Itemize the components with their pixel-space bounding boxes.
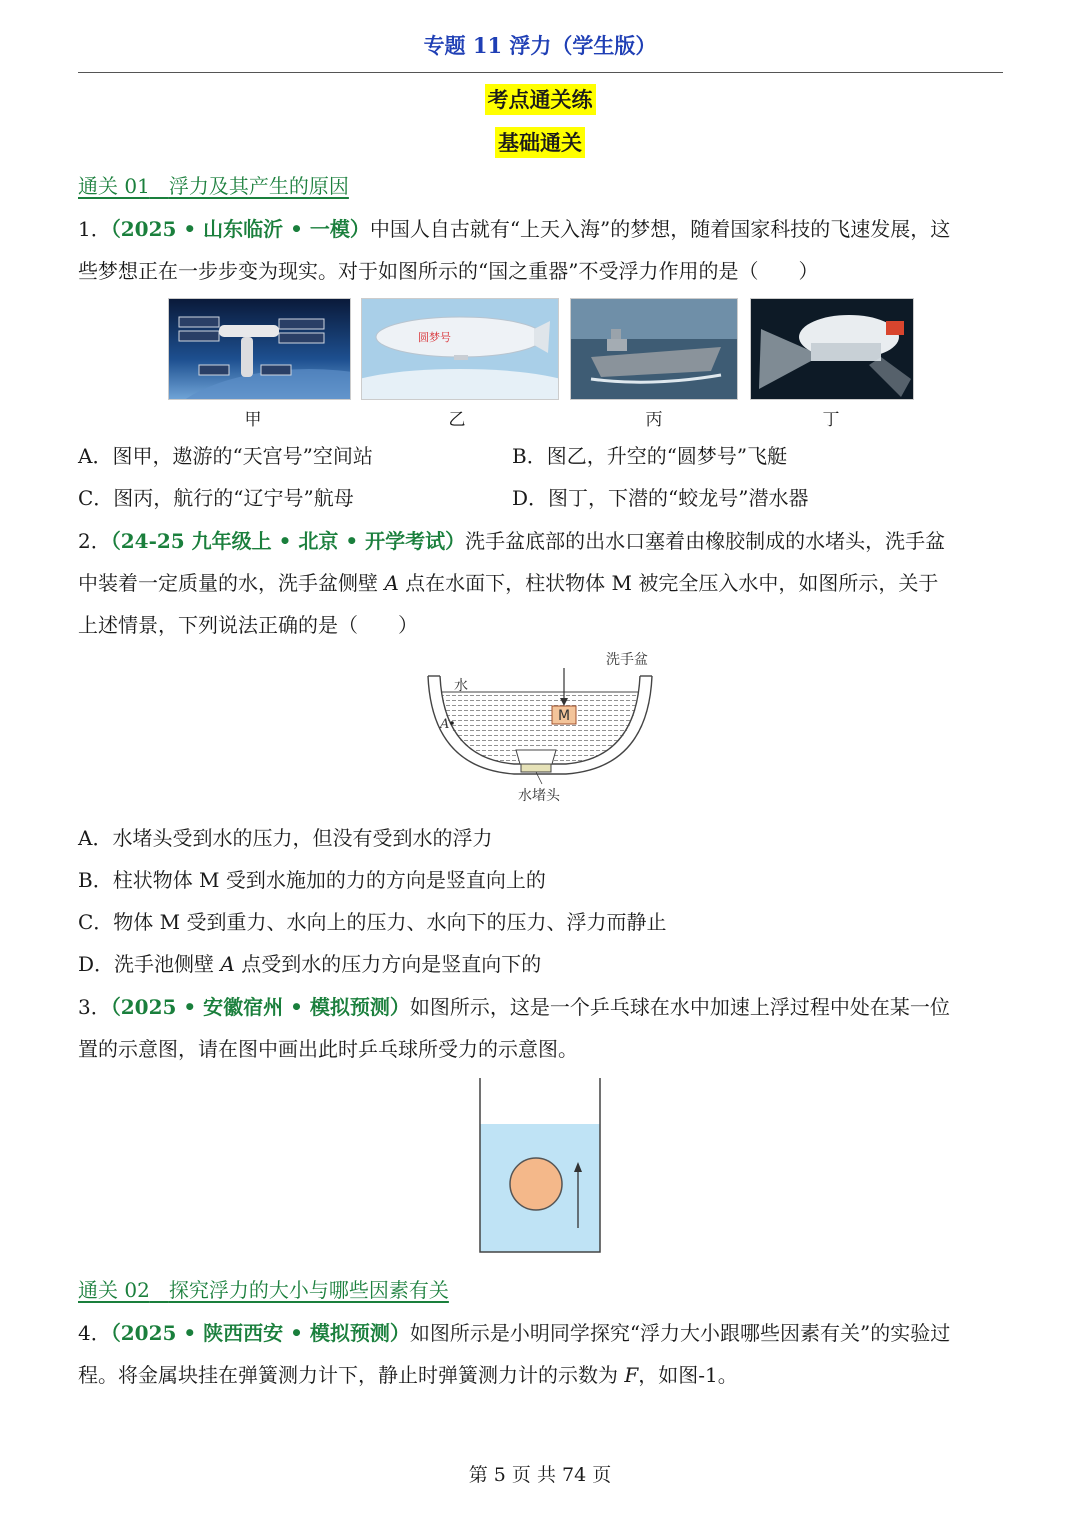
banner-practice: 考点通关练 bbox=[485, 84, 596, 115]
photo-airship bbox=[361, 298, 559, 400]
q2-line1 bbox=[78, 525, 945, 554]
water-label: 水 bbox=[454, 678, 468, 694]
section-02-num: 通关 02 bbox=[78, 1278, 150, 1302]
container-figure bbox=[478, 1078, 602, 1254]
q1-option-b: B．图乙，升空的“圆梦号”飞艇 bbox=[512, 444, 788, 468]
q4-line1 bbox=[78, 1317, 950, 1346]
q2-option-d-3: 点受到水的压力方向是竖直向下的 bbox=[234, 952, 542, 976]
q2-text2a: 中装着一定质量的水，洗手盆侧壁 bbox=[78, 571, 385, 595]
photo-label-ding: 丁 bbox=[822, 410, 840, 430]
q1-source: （2025 • 山东临沂 • 一模） bbox=[110, 217, 370, 241]
q4-text2a: 程。将金属块挂在弹簧测力计下，静止时弹簧测力计的示数为 bbox=[78, 1363, 625, 1387]
q3-number: 3． bbox=[78, 995, 111, 1019]
q4-number: 4． bbox=[78, 1321, 111, 1345]
q3-line1 bbox=[78, 991, 950, 1020]
photo-label-jia: 甲 bbox=[244, 410, 262, 430]
q2-option-d-1: D．洗手池侧壁 bbox=[78, 952, 221, 976]
basin-label: 洗手盆 bbox=[606, 652, 648, 668]
q2-line2 bbox=[78, 567, 938, 596]
q3-source: （2025 • 安徽宿州 • 模拟预测） bbox=[110, 995, 410, 1019]
q1-option-a: A．图甲，遨游的“天宫号”空间站 bbox=[78, 444, 373, 468]
q2-text2b: A bbox=[384, 571, 399, 595]
q2-number: 2． bbox=[78, 529, 111, 553]
q2-line3: 上述情景，下列说法正确的是（ ） bbox=[78, 613, 418, 637]
photo-aircraft-carrier bbox=[570, 298, 738, 400]
q4-text1: 如图所示是小明同学探究“浮力大小跟哪些因素有关”的实验过 bbox=[409, 1321, 951, 1345]
q2-option-c: C．物体 M 受到重力、水向上的压力、水向下的压力、浮力而静止 bbox=[78, 910, 667, 934]
q4-text2b: F bbox=[624, 1363, 639, 1387]
q1-line1 bbox=[78, 213, 950, 242]
q4-source: （2025 • 陕西西安 • 模拟预测） bbox=[110, 1321, 410, 1345]
photo-label-yi: 乙 bbox=[448, 410, 466, 430]
q3-line2: 置的示意图，请在图中画出此时乒乓球所受力的示意图。 bbox=[78, 1037, 578, 1061]
q2-option-d bbox=[78, 948, 541, 977]
section-01-title: 浮力及其产生的原因 bbox=[168, 174, 349, 198]
q1-option-d: D．图丁，下潜的“蛟龙号”潜水器 bbox=[512, 486, 809, 510]
photo-label-bing: 丙 bbox=[645, 410, 663, 430]
q2-option-a: A．水堵头受到水的压力，但没有受到水的浮力 bbox=[78, 826, 493, 850]
object-m-label: M bbox=[558, 708, 571, 724]
page-header-title: 专题 11 浮力（学生版） bbox=[423, 33, 657, 58]
section-01-num: 通关 01 bbox=[78, 174, 150, 198]
q2-option-d-2: A bbox=[220, 952, 235, 976]
q1-number: 1． bbox=[78, 217, 111, 241]
section-01-heading bbox=[78, 170, 349, 199]
ping-pong-ball bbox=[510, 1158, 562, 1210]
banner-basic: 基础通关 bbox=[495, 127, 585, 158]
q2-text1: 洗手盆底部的出水口塞着由橡胶制成的水堵头，洗手盆 bbox=[465, 529, 946, 553]
section-02-title: 探究浮力的大小与哪些因素有关 bbox=[168, 1278, 449, 1302]
page-footer: 第 5 页 共 74 页 bbox=[468, 1464, 612, 1486]
q2-text2c: 点在水面下，柱状物体 M 被完全压入水中，如图所示，关于 bbox=[398, 571, 939, 595]
photo-space-station bbox=[168, 298, 351, 400]
plug-label: 水堵头 bbox=[518, 788, 560, 804]
q1-line2: 些梦想正在一步步变为现实。对于如图所示的“国之重器”不受浮力作用的是（ ） bbox=[78, 259, 819, 283]
banner-practice-wrap bbox=[0, 84, 1080, 114]
header-divider bbox=[78, 72, 1003, 73]
airship-name-text: 圆梦号 bbox=[418, 331, 451, 344]
banner-basic-wrap bbox=[0, 127, 1080, 157]
section-02-heading bbox=[78, 1274, 449, 1303]
q3-text1: 如图所示，这是一个乒乓球在水中加速上浮过程中处在某一位 bbox=[409, 995, 950, 1019]
q4-text2c: ，如图-1。 bbox=[638, 1363, 738, 1387]
q4-line2 bbox=[78, 1359, 738, 1388]
point-a-label: A bbox=[440, 717, 450, 732]
q1-text1: 中国人自古就有“上天入海”的梦想，随着国家科技的飞速发展，这 bbox=[369, 217, 951, 241]
photo-submersible bbox=[750, 298, 914, 400]
basin-figure bbox=[410, 648, 670, 808]
q2-option-b: B．柱状物体 M 受到水施加的力的方向是竖直向上的 bbox=[78, 868, 546, 892]
q1-option-c: C．图丙，航行的“辽宁号”航母 bbox=[78, 486, 354, 510]
q2-source: （24-25 九年级上 • 北京 • 开学考试） bbox=[110, 529, 466, 553]
